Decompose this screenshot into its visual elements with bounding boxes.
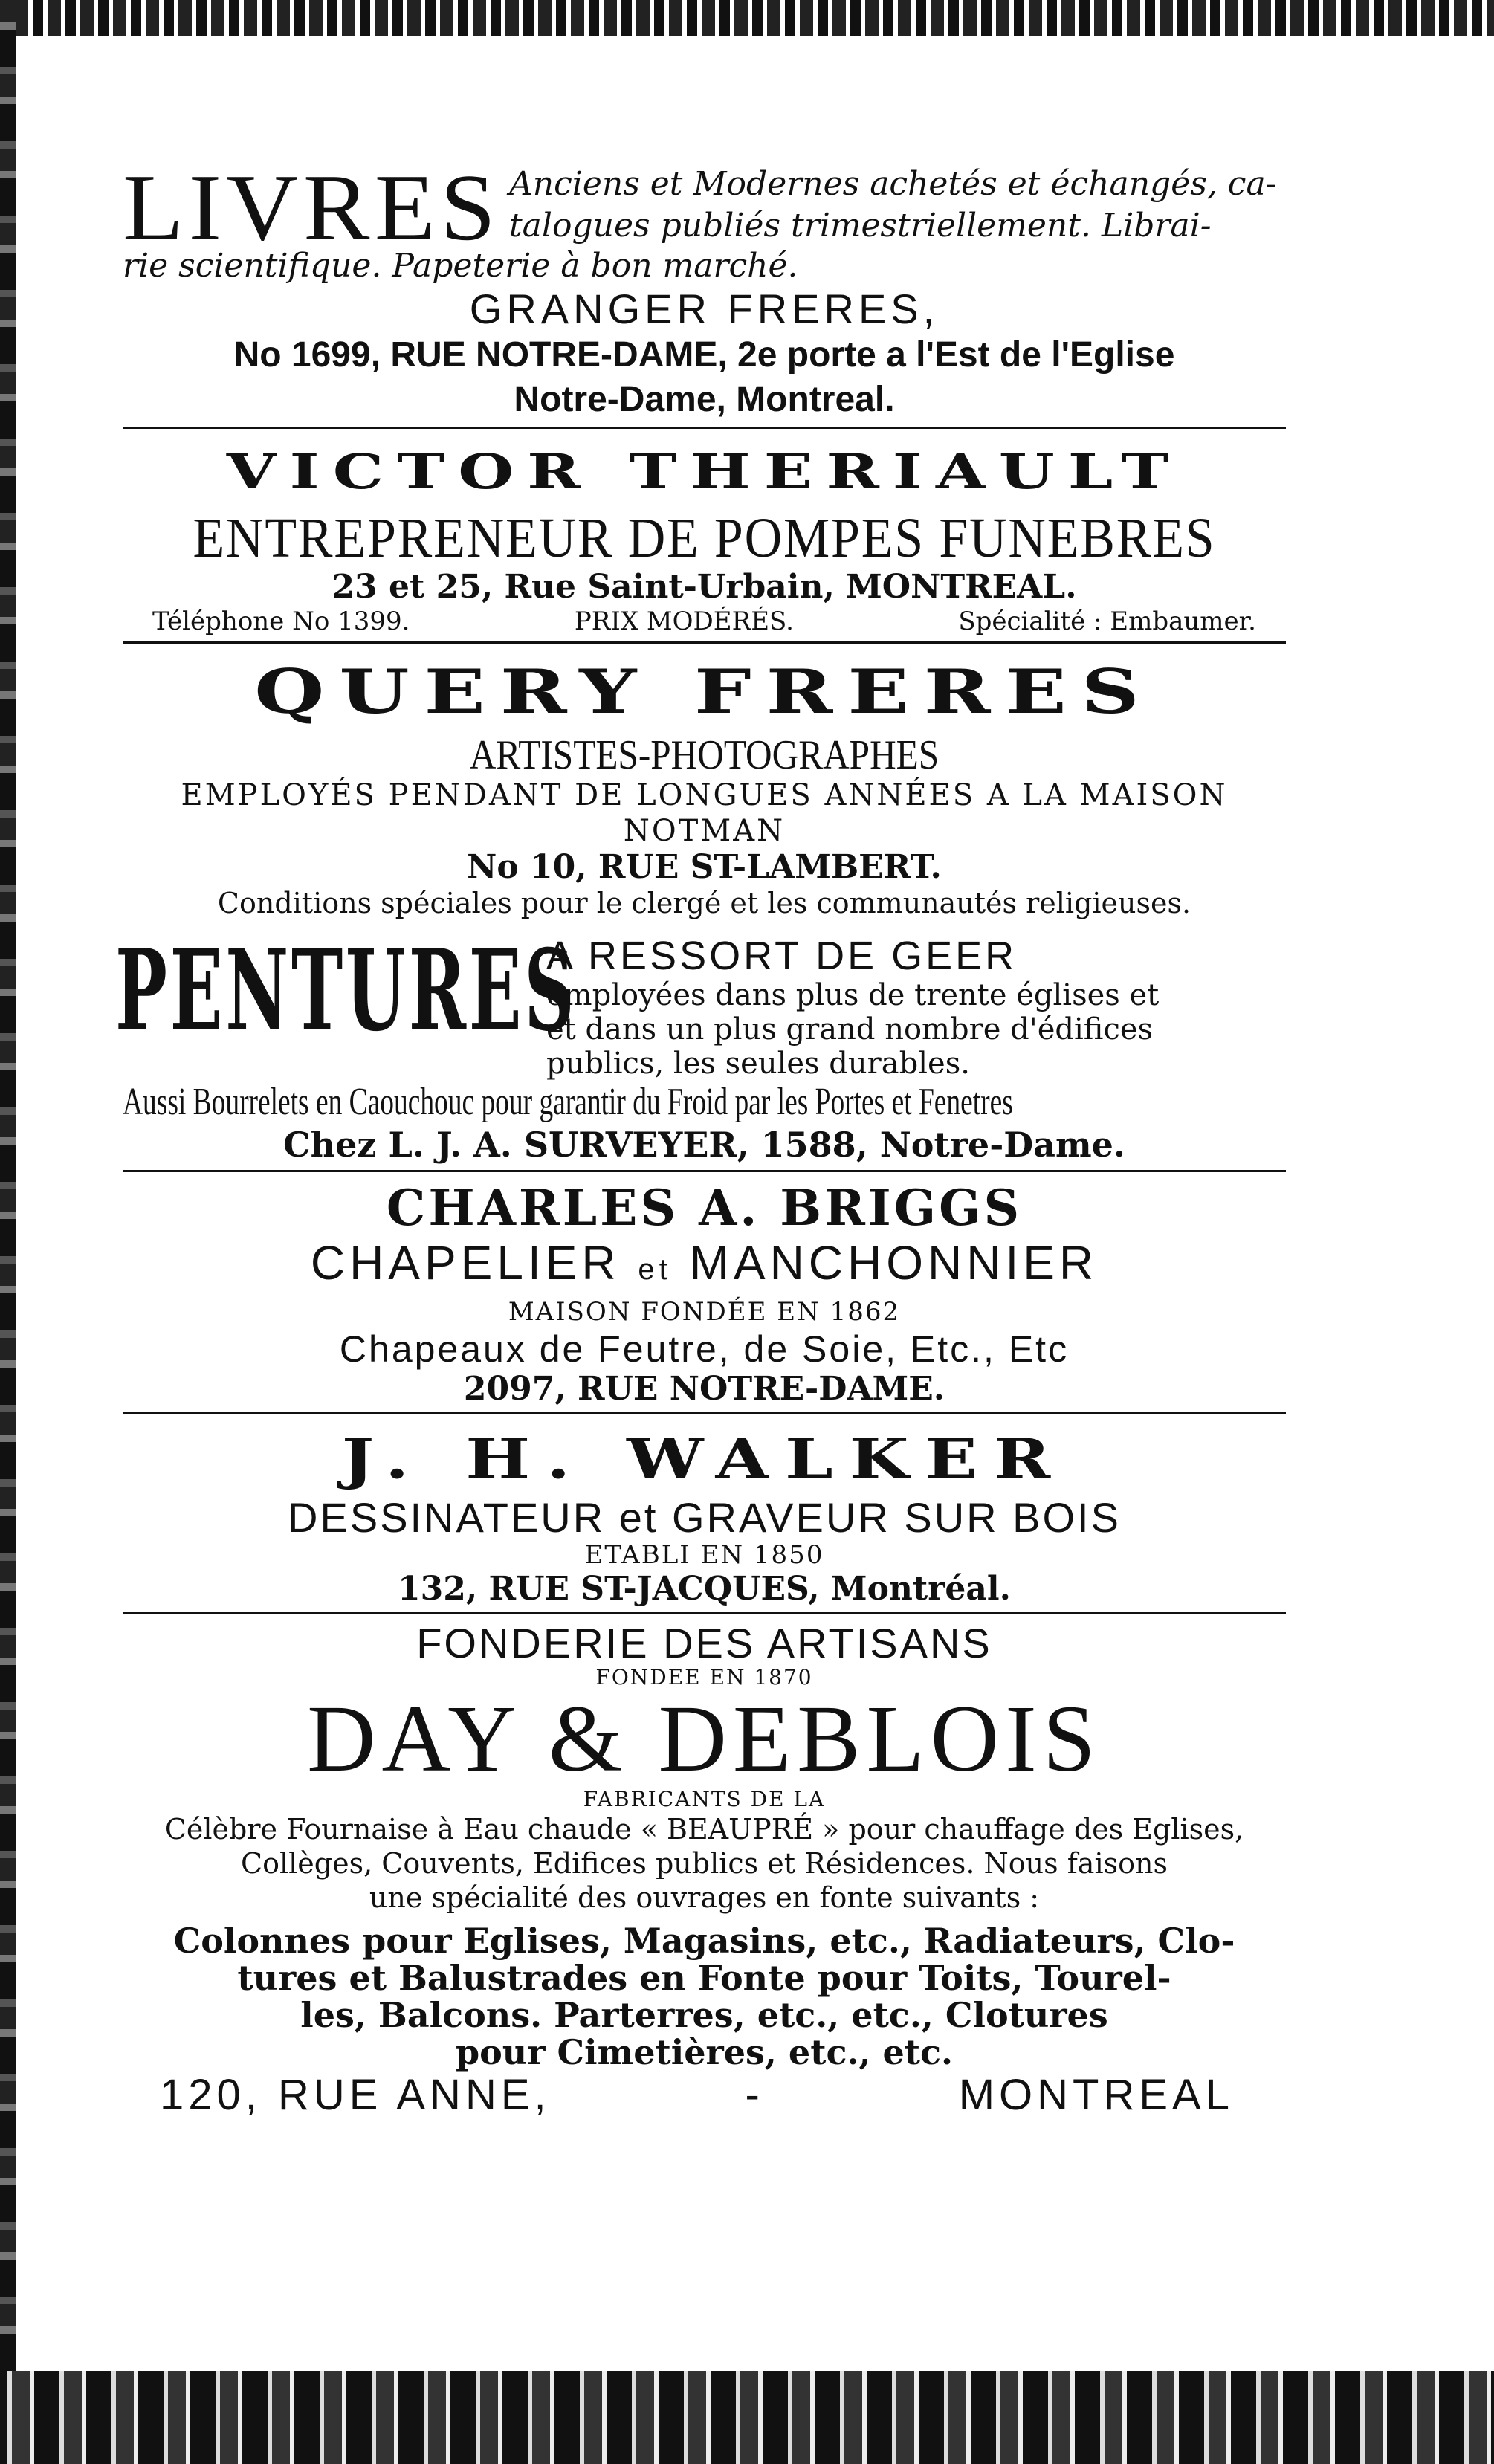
query-employed: EMPLOYÉS PENDANT DE LONGUES ANNÉES A LA MAISON NOTMAN xyxy=(181,778,1228,848)
pentures-desc-line: et dans un plus grand nombre d'édifices xyxy=(546,1012,1154,1047)
divider xyxy=(123,1170,1286,1172)
briggs-name: CHARLES A. BRIGGS xyxy=(386,1179,1023,1237)
ad-victor-theriault xyxy=(123,436,1286,637)
livres-desc-line: Anciens et Modernes achetés et échangés, ca- xyxy=(509,165,1277,203)
pentures-title: PENTURES xyxy=(115,925,578,1056)
pentures-desc-line: employées dans plus de trente églises et xyxy=(546,978,1160,1012)
fonderie-street: 120, RUE ANNE, xyxy=(160,2071,551,2119)
briggs-trade-et: et xyxy=(638,1253,672,1286)
fonderie-address xyxy=(123,2071,1286,2120)
briggs-address: 2097, RUE NOTRE-DAME. xyxy=(463,1370,945,1408)
fonderie-makers: FABRICANTS DE LA xyxy=(583,1787,826,1811)
ad-pentures xyxy=(115,925,1286,1165)
pentures-heading: A RESSORT DE GEER xyxy=(546,934,1018,978)
fonderie-product-line: les, Balcons. Parterres, etc., etc., Clotures xyxy=(300,1995,1108,2035)
theriault-prices: PRIX MODÉRÉS. xyxy=(574,607,794,636)
briggs-founded: MAISON FONDÉE EN 1862 xyxy=(508,1297,901,1327)
livres-desc-line: talogues publiés trimestriellement. Librai- xyxy=(509,207,1212,245)
livres-title: LIVRES xyxy=(123,155,501,260)
fonderie-product-line: tures et Balustrades en Fonte pour Toits, Tourel- xyxy=(237,1958,1171,1998)
fonderie-city: MONTREAL xyxy=(958,2071,1234,2119)
fonderie-desc-line: Collèges, Couvents, Edifices publics et Résidences. Nous faisons xyxy=(241,1847,1168,1880)
briggs-trade-a: CHAPELIER xyxy=(310,1236,621,1290)
fonderie-desc-line: une spécialité des ouvrages en fonte suivants : xyxy=(369,1881,1040,1914)
fonderie-product-line: pour Cimetières, etc., etc. xyxy=(455,2032,954,2072)
fonderie-product-line: Colonnes pour Eglises, Magasins, etc., Radiateurs, Clo- xyxy=(173,1921,1235,1961)
ad-charles-briggs xyxy=(123,1180,1286,1408)
divider xyxy=(123,427,1286,429)
livres-description xyxy=(509,164,1277,247)
pentures-chez: Chez L. J. A. SURVEYER, 1588, Notre-Dame. xyxy=(283,1125,1125,1165)
walker-name: J. H. WALKER xyxy=(341,1426,1067,1492)
fonderie-desc-line: Célèbre Fournaise à Eau chaude « BEAUPRÉ » pour chauffage des Eglises, xyxy=(164,1813,1244,1846)
pentures-details xyxy=(546,928,1159,1081)
ad-granger-freres xyxy=(123,155,1286,422)
briggs-products: Chapeaux de Feutre, de Soie, Etc., Etc xyxy=(339,1328,1070,1370)
page-left-border xyxy=(0,0,16,2464)
ad-jh-walker xyxy=(123,1422,1286,1608)
theriault-trade: ENTREPRENEUR DE POMPES FUNEBRES xyxy=(193,507,1216,569)
query-name: QUERY FRERES xyxy=(254,656,1154,728)
theriault-telephone: Téléphone No 1399. xyxy=(152,607,410,636)
theriault-address: 23 et 25, Rue Saint-Urbain, MONTREAL. xyxy=(332,568,1077,606)
fonderie-dash: - xyxy=(745,2071,764,2119)
query-conditions: Conditions spéciales pour le clergé et les communautés religieuses. xyxy=(217,887,1191,919)
pentures-desc-line: publics, les seules durables. xyxy=(546,1047,970,1081)
advertisement-page xyxy=(115,134,1286,2120)
fonderie-founded: FONDEE EN 1870 xyxy=(595,1665,813,1689)
query-address: No 10, RUE ST-LAMBERT. xyxy=(467,848,942,886)
granger-company: GRANGER FRERES, xyxy=(469,285,940,332)
page-top-border xyxy=(0,0,1494,36)
briggs-trade-b: MANCHONNIER xyxy=(689,1236,1099,1290)
walker-established: ETABLI EN 1850 xyxy=(584,1540,824,1570)
briggs-trade xyxy=(123,1236,1286,1296)
ad-day-deblois xyxy=(123,1622,1286,2120)
granger-address: Notre-Dame, Montreal. xyxy=(514,380,895,419)
divider xyxy=(123,1612,1286,1614)
fonderie-title: FONDERIE DES ARTISANS xyxy=(416,1620,992,1666)
divider xyxy=(123,1412,1286,1414)
query-trade: ARTISTES-PHOTOGRAPHES xyxy=(469,732,940,778)
theriault-name: VICTOR THERIAULT xyxy=(226,443,1183,500)
walker-address: 132, RUE ST-JACQUES, Montréal. xyxy=(398,1570,1011,1608)
page-bottom-border xyxy=(0,2371,1494,2464)
ad-query-freres xyxy=(123,651,1286,920)
divider xyxy=(123,641,1286,644)
theriault-details xyxy=(123,606,1286,637)
walker-trade: DESSINATEUR et GRAVEUR SUR BOIS xyxy=(288,1494,1121,1541)
fonderie-name: DAY & DEBLOIS xyxy=(307,1686,1102,1791)
pentures-also: Aussi Bourrelets en Caouchouc pour garantir du Froid par les Portes et Fenetres xyxy=(123,1081,1013,1123)
livres-desc-line: rie scientifique. Papeterie à bon marché. xyxy=(123,247,798,285)
theriault-specialty: Spécialité : Embaumer. xyxy=(958,607,1256,636)
granger-address: No 1699, RUE NOTRE-DAME, 2e porte a l'Est de l'Eglise xyxy=(233,335,1175,375)
